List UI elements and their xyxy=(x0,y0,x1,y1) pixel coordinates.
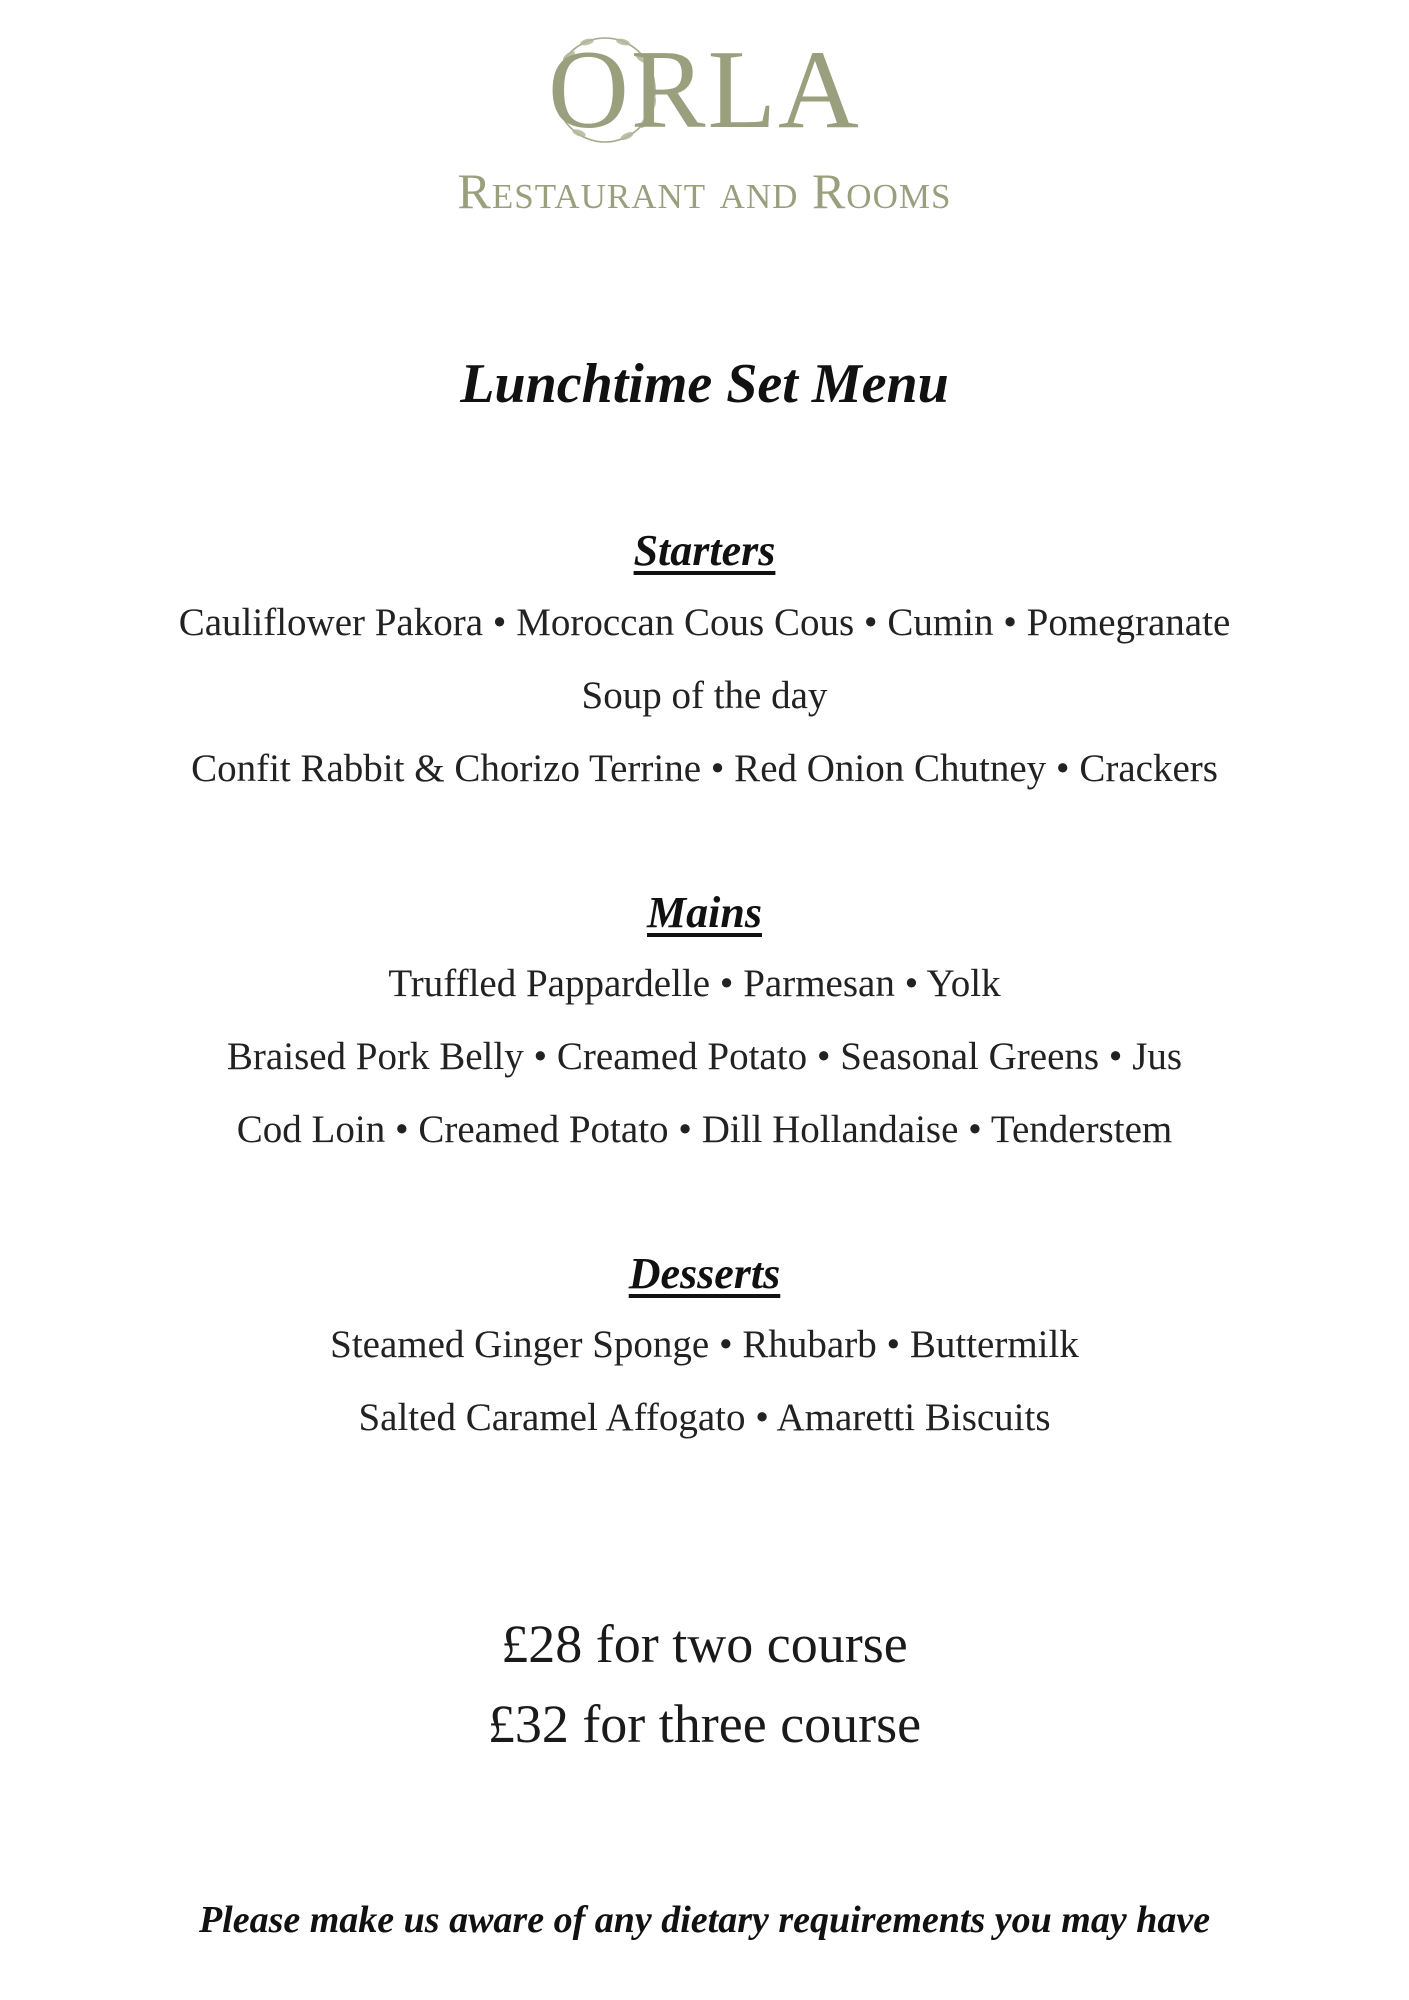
menu-item-starter: Cauliflower Pakora • Moroccan Cous Cous • Cumin • Pomegranate xyxy=(178,601,1231,644)
menu-item-starter: Soup of the day xyxy=(581,674,828,717)
brand-name: ORLA xyxy=(548,28,861,152)
brand-tagline: Restaurant and Rooms xyxy=(457,163,952,219)
price-three-course: £32 for three course xyxy=(487,1694,922,1754)
section-heading-starters: Starters xyxy=(633,526,776,575)
dietary-note: Please make us aware of any dietary requirements you may have xyxy=(198,1899,1211,1941)
logo-mark xyxy=(545,30,865,150)
price-two-course: £28 for two course xyxy=(501,1614,908,1674)
menu-item-dessert: Steamed Ginger Sponge • Rhubarb • Buttermilk xyxy=(330,1323,1079,1366)
restaurant-logo xyxy=(0,30,1409,220)
menu-item-starter: Confit Rabbit & Chorizo Terrine • Red Onion Chutney • Crackers xyxy=(191,747,1218,790)
menu-item-main: Braised Pork Belly • Creamed Potato • Seasonal Greens • Jus xyxy=(226,1035,1183,1078)
menu-title: Lunchtime Set Menu xyxy=(460,353,949,415)
section-heading-desserts: Desserts xyxy=(628,1249,781,1298)
menu-item-main: Cod Loin • Creamed Potato • Dill Hollandaise • Tenderstem xyxy=(236,1108,1173,1151)
section-heading-mains: Mains xyxy=(647,888,762,937)
menu-item-main: Truffled Pappardelle • Parmesan • Yolk xyxy=(388,962,1001,1005)
menu-item-dessert: Salted Caramel Affogato • Amaretti Biscuits xyxy=(358,1396,1051,1439)
